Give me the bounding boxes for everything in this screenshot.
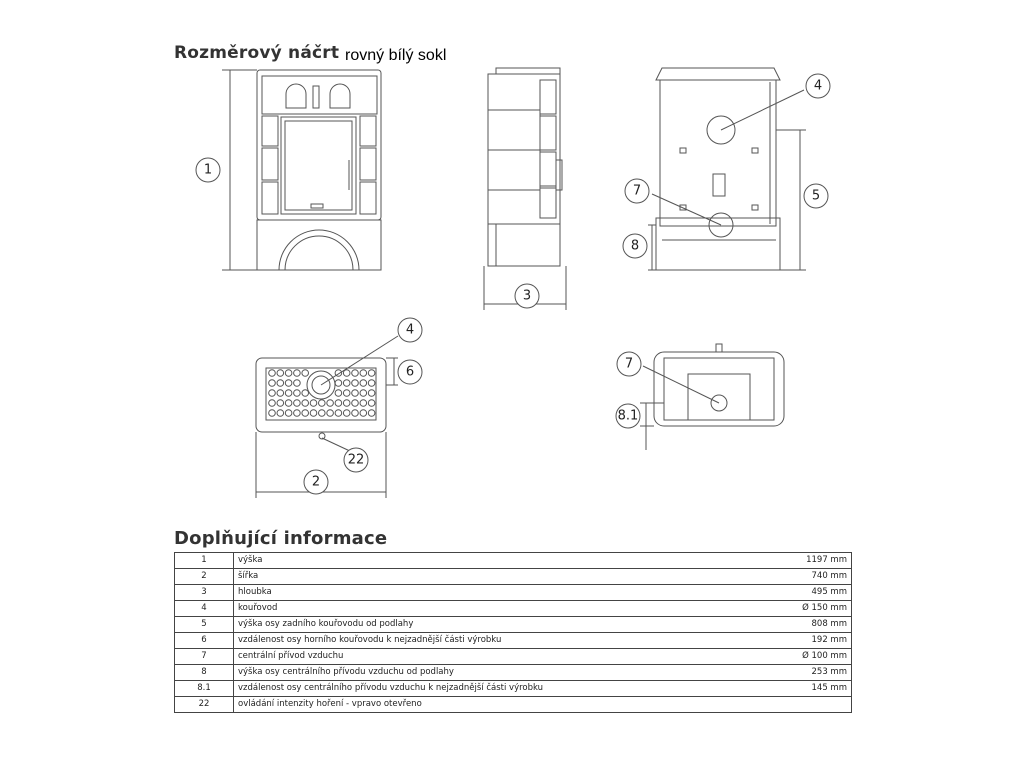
callout-7-rear: 7 bbox=[632, 183, 642, 199]
top-view-grille bbox=[269, 370, 375, 417]
row-description: vzdálenost osy centrálního přívodu vzduchu k nejzadnější části výrobku bbox=[234, 681, 774, 697]
table-row bbox=[175, 665, 852, 681]
row-value: 253 mm bbox=[773, 665, 852, 681]
row-value bbox=[773, 697, 852, 713]
info-table bbox=[174, 552, 852, 713]
row-description: kouřovod bbox=[234, 601, 774, 617]
bottom-view bbox=[640, 344, 784, 450]
row-number: 6 bbox=[175, 633, 234, 649]
row-number: 3 bbox=[175, 585, 234, 601]
table-row bbox=[175, 601, 852, 617]
row-description: vzdálenost osy horního kouřovodu k nejzadnější části výrobku bbox=[234, 633, 774, 649]
callout-4-top: 4 bbox=[405, 322, 415, 338]
row-description: výška osy zadního kouřovodu od podlahy bbox=[234, 617, 774, 633]
row-value: 740 mm bbox=[773, 569, 852, 585]
row-value: 1197 mm bbox=[773, 553, 852, 569]
row-value: Ø 150 mm bbox=[773, 601, 852, 617]
callout-7-bottom: 7 bbox=[624, 356, 634, 372]
callout-4-rear: 4 bbox=[813, 78, 823, 94]
row-description: centrální přívod vzduchu bbox=[234, 649, 774, 665]
table-row bbox=[175, 553, 852, 569]
row-number: 8 bbox=[175, 665, 234, 681]
table-row bbox=[175, 617, 852, 633]
row-description: ovládání intenzity hoření - vpravo otevřeno bbox=[234, 697, 774, 713]
row-number: 5 bbox=[175, 617, 234, 633]
callout-1: 1 bbox=[203, 162, 213, 178]
row-value: 145 mm bbox=[773, 681, 852, 697]
table-row bbox=[175, 649, 852, 665]
row-value: 192 mm bbox=[773, 633, 852, 649]
callout-5: 5 bbox=[811, 188, 821, 204]
front-view bbox=[222, 70, 381, 270]
callout-3: 3 bbox=[522, 288, 532, 304]
callout-8-1: 8.1 bbox=[617, 408, 639, 424]
page-title: Rozměrový náčrt bbox=[174, 43, 340, 63]
table-row bbox=[175, 569, 852, 585]
callout-8: 8 bbox=[630, 238, 640, 254]
callout-22: 22 bbox=[347, 452, 365, 468]
row-number: 8.1 bbox=[175, 681, 234, 697]
row-description: šířka bbox=[234, 569, 774, 585]
rear-view bbox=[648, 68, 806, 270]
row-number: 22 bbox=[175, 697, 234, 713]
row-description: hloubka bbox=[234, 585, 774, 601]
side-view bbox=[484, 68, 566, 310]
table-row bbox=[175, 633, 852, 649]
row-number: 4 bbox=[175, 601, 234, 617]
row-description: výška bbox=[234, 553, 774, 569]
row-description: výška osy centrálního přívodu vzduchu od podlahy bbox=[234, 665, 774, 681]
row-value: 495 mm bbox=[773, 585, 852, 601]
table-row bbox=[175, 697, 852, 713]
row-value: Ø 100 mm bbox=[773, 649, 852, 665]
page-subtitle: rovný bílý sokl bbox=[345, 47, 447, 64]
callout-6: 6 bbox=[405, 364, 415, 380]
table-row bbox=[175, 585, 852, 601]
table-row bbox=[175, 681, 852, 697]
row-number: 1 bbox=[175, 553, 234, 569]
row-value: 808 mm bbox=[773, 617, 852, 633]
callout-2: 2 bbox=[311, 474, 321, 490]
row-number: 2 bbox=[175, 569, 234, 585]
row-number: 7 bbox=[175, 649, 234, 665]
section-title: Doplňující informace bbox=[174, 528, 388, 549]
